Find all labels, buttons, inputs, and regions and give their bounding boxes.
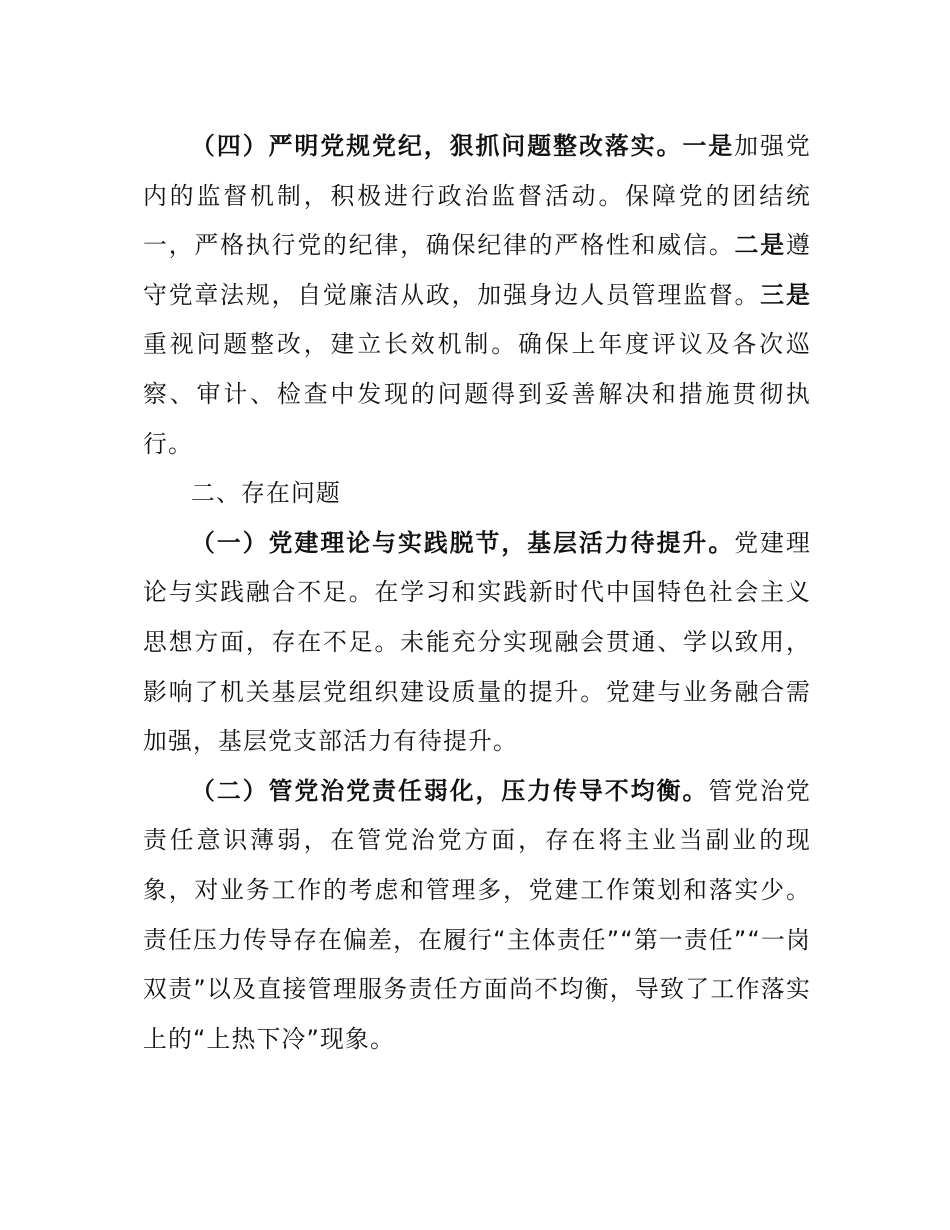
point-1-text: 加强党内的监督机制，积极进行政治监督活动。保障党的团结统一，严格执行党的纪律，确保纪律的严格性和威信。: [143, 132, 811, 260]
point-3-keyword: 三是: [760, 280, 811, 309]
problem-2-paragraph: [143, 767, 811, 1065]
point-1-keyword: 一是: [682, 132, 735, 160]
document-page: [143, 122, 811, 1064]
problem-1-body: 党建理论与实践融合不足。在学习和实践新时代中国特色社会主义思想方面，存在不足。未能充分实现融会贯通、学以致用，影响了机关基层党组织建设质量的提升。党建与业务融合需加强，基层党支部活力有待提升。: [143, 528, 812, 756]
section-4-paragraph: [143, 122, 811, 469]
problem-1-lead: （一）党建理论与实践脱节，基层活力待提升。: [191, 528, 735, 557]
point-3-text: 重视问题整改，建立长效机制。确保上年度评议及各次巡察、审计、检查中发现的问题得到妥善解决和措施贯彻执行。: [143, 330, 811, 458]
problem-1-paragraph: [143, 519, 811, 767]
problem-2-body: 管党治党责任意识薄弱，在管党治党方面，存在将主业当副业的现象，对业务工作的考虑和管理多，党建工作策划和落实少。责任压力传导存在偏差，在履行“主体责任”“第一责任”“一岗双责”以及直接管理服务责任方面尚不均衡，导致了工作落实上的“上热下冷”现象。: [143, 776, 811, 1053]
problem-2-lead: （二）管党治党责任弱化，压力传导不均衡。: [191, 776, 709, 805]
point-2-keyword: 二是: [734, 231, 786, 260]
point-2-text: 遵守党章法规，自觉廉洁从政，加强身边人员管理监督。: [143, 231, 811, 309]
section-4-lead: （四）严明党规党纪，狠抓问题整改落实。: [191, 132, 683, 160]
section-2-heading: 二、存在问题: [191, 479, 341, 508]
